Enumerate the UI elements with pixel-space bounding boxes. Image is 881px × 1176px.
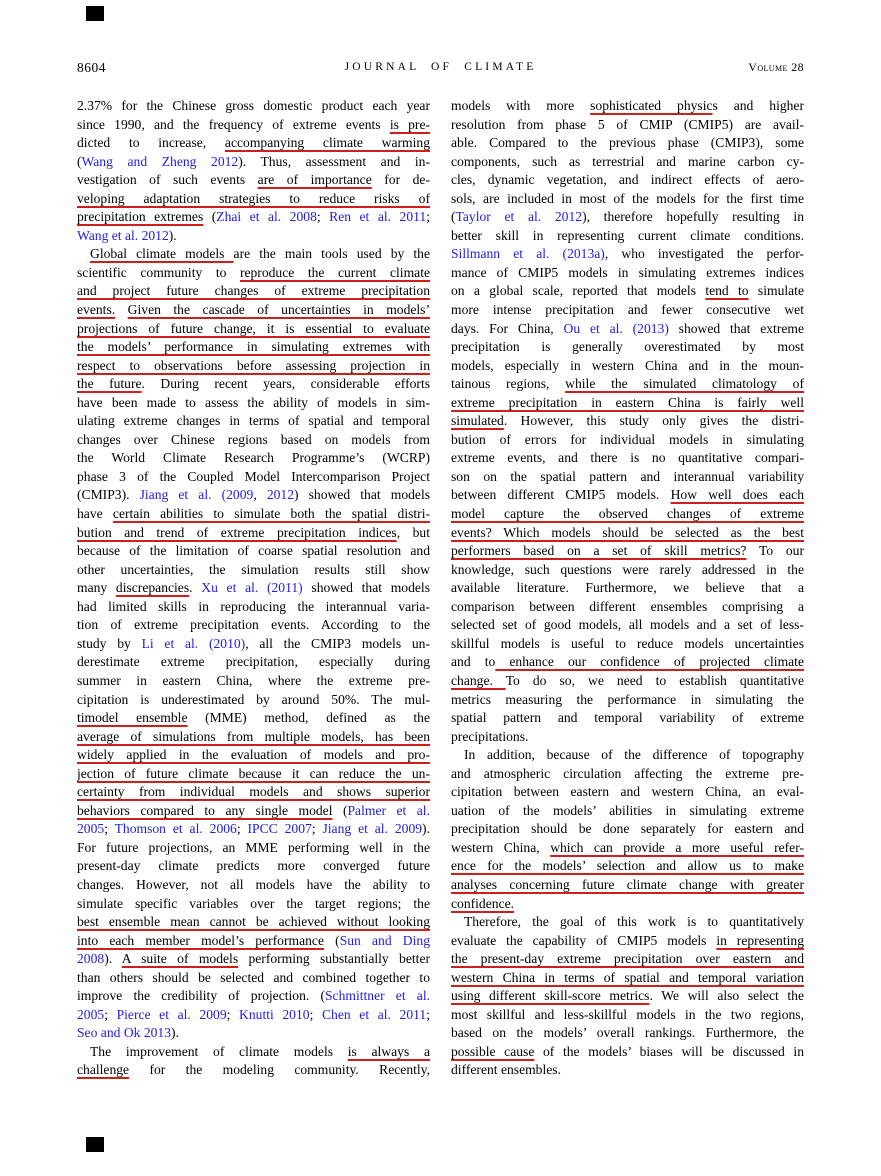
underlined-phrase: confidence. [451, 895, 515, 911]
text-run: phase 3 of the Coupled Model Intercomparison Project [77, 468, 430, 484]
text-run: sols, are included in most of the models for the first time [451, 190, 804, 206]
text-run: precipitation is generally overestimated by most [451, 339, 804, 355]
citation-link[interactable]: Li et al. (2010) [141, 635, 246, 651]
text-run: s and higher [712, 98, 804, 113]
underlined-phrase: and project future changes of extreme precipitation [77, 283, 430, 299]
underlined-phrase: analyses concerning future climate change with greater [451, 876, 804, 892]
text-line [77, 895, 430, 914]
text-run: knowledge, such questions were rarely addressed in the [451, 561, 804, 577]
text-run: , but [396, 524, 430, 540]
text-run: on a global scale, reported that models [451, 283, 706, 299]
text-run: To our [746, 543, 804, 559]
text-run: ). [422, 821, 430, 837]
text-run: cipitation is underestimated by around 50%. The mul- [77, 691, 430, 707]
text-line [451, 524, 804, 543]
underlined-phrase: simulated [451, 413, 504, 429]
citation-link[interactable]: Wang and Zheng 2012 [81, 153, 239, 169]
underlined-phrase: timodel ensemble [77, 710, 188, 726]
text-run: different ensembles. [451, 1062, 561, 1078]
underlined-phrase: respect to observations before assessing projection in [77, 357, 430, 373]
text-run: showed that models [302, 580, 430, 596]
text-run: study by [77, 635, 142, 651]
text-run: ; [311, 821, 323, 837]
text-line [451, 227, 804, 246]
text-line [77, 913, 430, 932]
text-run: improve the credibility of projection. ( [77, 988, 325, 1004]
citation-link[interactable]: 2008 [77, 951, 105, 967]
text-run: (CMIP3). [77, 487, 140, 503]
text-line [77, 171, 430, 190]
underlined-phrase: veloping adaptation strategies to reduce risks of [77, 190, 430, 206]
text-line [451, 616, 804, 635]
text-line [77, 579, 430, 598]
text-run: had limited skills in reproducing the interannual varia- [77, 598, 430, 614]
text-line [451, 171, 804, 190]
text-run: For future projections, an MME performing well in the [77, 839, 430, 855]
text-line [77, 802, 430, 821]
text-line [451, 412, 804, 431]
text-run: metrics measuring the performance in simulating the [451, 691, 804, 707]
citation-link[interactable]: Palmer et al. [347, 802, 430, 818]
text-run: Therefore, the goal of this work is to quantitatively [464, 914, 804, 930]
text-line [451, 691, 804, 710]
text-line [77, 208, 430, 227]
text-line [451, 375, 804, 394]
text-line [451, 579, 804, 598]
underlined-phrase: change. [451, 672, 506, 688]
page-number: 8604 [77, 60, 106, 75]
text-run: have [77, 506, 113, 522]
underlined-phrase: in representing [716, 932, 804, 948]
text-line [77, 765, 430, 784]
text-line [451, 987, 804, 1006]
text-line [451, 1043, 804, 1062]
text-line [451, 672, 804, 691]
citation-link[interactable]: Ou et al. (2013) [563, 320, 669, 336]
underlined-phrase: Global climate models [90, 246, 234, 262]
text-run: ; [104, 1006, 117, 1022]
text-run: performing substantially better [238, 951, 430, 967]
underlined-phrase: best ensemble mean cannot be achieved without looking [77, 914, 430, 930]
text-run: more intense precipitation and fewer consecutive wet [451, 302, 804, 318]
text-run: ( [332, 802, 348, 818]
text-line [77, 245, 430, 264]
text-line [451, 486, 804, 505]
text-run: since 1990, and the frequency of extreme events [77, 116, 390, 132]
citation-link[interactable]: Thomson et al. 2006 [114, 821, 237, 837]
text-line [77, 653, 430, 672]
text-line [451, 969, 804, 988]
text-line [451, 116, 804, 135]
text-run: spatial pattern and temporal variability of extreme [451, 710, 804, 726]
citation-link[interactable]: Wang et al. 2012 [77, 227, 169, 243]
text-run: (MME) method, defined as the [187, 710, 430, 726]
text-run: most skillful and less-skillful models in the two regions, [451, 1006, 804, 1022]
text-run: for the modeling community. Recently, [129, 1062, 430, 1078]
text-line [451, 468, 804, 487]
underlined-phrase: events? Which models should be selected as the best [451, 524, 804, 540]
citation-link[interactable]: 2005 [77, 1006, 105, 1022]
underlined-phrase: the present-day extreme precipitation over eastern and [451, 951, 804, 967]
text-line [451, 394, 804, 413]
text-run: cipitation between eastern and western China, an eval- [451, 784, 804, 800]
citation-link[interactable]: Chen et al. 2011 [321, 1006, 427, 1022]
text-run: of the models’ biases will be discussed in [534, 1043, 804, 1059]
text-run: ulating extreme changes in terms of spatial and temporal [77, 413, 430, 429]
text-run: bution of errors for individual models in simulating [451, 431, 804, 447]
text-run: for de- [371, 172, 430, 188]
underlined-phrase: precipitation extremes [77, 209, 204, 225]
text-run: ; [104, 821, 115, 837]
citation-link[interactable]: Zhai et al. 2008 [216, 209, 317, 225]
text-line [451, 505, 804, 524]
text-run: available literature. Furthermore, we believe that a [451, 580, 804, 596]
underlined-phrase: widely applied in the evaluation of models and pro- [77, 747, 430, 763]
text-line [77, 635, 430, 654]
underlined-phrase: reproduce the current climate [239, 264, 430, 280]
text-run: scientific community to [77, 264, 240, 280]
page-header [77, 60, 804, 78]
text-run: comparison between different ensembles comprising a [451, 598, 804, 614]
text-line [77, 1024, 430, 1043]
right-column [451, 97, 804, 1080]
text-line [451, 208, 804, 227]
text-line [77, 97, 430, 116]
citation-link[interactable]: Seo and Ok 2013 [77, 1025, 172, 1041]
citation-link[interactable]: 2005 [77, 821, 105, 837]
text-run: son on the spatial pattern and interannual variability [451, 468, 804, 484]
text-line [77, 320, 430, 339]
text-line [451, 857, 804, 876]
text-line [451, 357, 804, 376]
text-run: In addition, because of the difference of topography [464, 747, 804, 763]
journal-title: JOURNAL OF CLIMATE [344, 61, 537, 73]
printer-registration-mark-top-left [86, 6, 104, 21]
underlined-phrase: A suite of models [121, 951, 239, 967]
text-run: simulate specific variables over the target regions; the [77, 895, 430, 911]
text-run: ( [203, 209, 217, 225]
text-run: ( [77, 153, 82, 169]
underlined-phrase: discrepancies [115, 580, 190, 596]
text-run: days. For China, [451, 320, 564, 336]
text-run: ; [426, 209, 430, 225]
text-run: changes. However, not all models have the ability to [77, 876, 430, 892]
text-run: uation of the models’ abilities in simulating extreme [451, 802, 804, 818]
text-line [77, 1061, 430, 1080]
text-line [451, 542, 804, 561]
underlined-phrase: enhance our confidence of projected climate [495, 654, 804, 670]
text-line [451, 635, 804, 654]
text-line [77, 357, 430, 376]
text-line [451, 913, 804, 932]
text-line [77, 505, 430, 524]
underlined-phrase: ence for the models’ selection and allow us to make [451, 858, 804, 874]
underlined-phrase: possible cause [451, 1043, 535, 1059]
text-run: components, such as terrestrial and marine carbon cy- [451, 153, 804, 169]
text-line [77, 449, 430, 468]
underlined-phrase: average of simulations from multiple models, has been [77, 728, 430, 744]
citation-link[interactable]: Sun and Ding [339, 932, 430, 948]
text-line [77, 375, 430, 394]
underlined-phrase: certain abilities to simulate both the spatial distri- [112, 506, 430, 522]
text-line [451, 282, 804, 301]
text-run: ; [426, 1006, 430, 1022]
text-run: skillful models is useful to reduce models uncertainties [451, 635, 804, 651]
text-line [451, 449, 804, 468]
text-line [451, 190, 804, 209]
underlined-phrase: the models’ performance in simulating extremes with [77, 339, 430, 355]
text-line [77, 839, 430, 858]
text-line [77, 412, 430, 431]
text-line [77, 227, 430, 246]
text-run: ( [323, 932, 340, 948]
text-line [77, 431, 430, 450]
text-run: selected set of good models, all models and a set of less- [451, 617, 804, 633]
text-run: other uncertainties, the simulation results still show [77, 561, 430, 577]
text-run: To do so, we need to establish quantitative [505, 672, 804, 688]
text-run: cles, dynamic vegetation, and indirect effects of aero- [451, 172, 804, 188]
text-line [77, 264, 430, 283]
citation-link[interactable]: Pierce et al. 2009 [116, 1006, 227, 1022]
text-line [77, 987, 430, 1006]
text-run: showed that extreme [668, 320, 804, 336]
text-line [451, 1061, 804, 1080]
underlined-phrase: is always a [347, 1043, 430, 1059]
underlined-phrase: How well does each [670, 487, 804, 503]
text-run: summer in eastern China, where the extreme pre- [77, 672, 430, 688]
text-line [77, 301, 430, 320]
text-line [451, 598, 804, 617]
text-run: ), therefore hopefully resulting in [582, 209, 804, 225]
text-line [77, 134, 430, 153]
text-run: resolution from phase 5 of CMIP (CMIP5) are avail- [451, 116, 804, 132]
underlined-phrase: certainty from individual models and shows superior [77, 784, 430, 800]
underlined-phrase: the future [77, 376, 142, 392]
text-line [77, 672, 430, 691]
text-line [77, 857, 430, 876]
citation-link[interactable]: Schmittner et al. [324, 988, 430, 1004]
text-run: present-day climate predicts more converged future [77, 858, 430, 874]
underlined-phrase: tend to [705, 283, 749, 299]
underlined-phrase: performers based on a set of skill metrics? [451, 543, 747, 559]
text-run: ; [316, 209, 330, 225]
underlined-phrase: is pre- [389, 116, 430, 132]
text-line [451, 134, 804, 153]
text-line [77, 598, 430, 617]
text-run: are the main tools used by the [233, 246, 430, 262]
text-line [451, 765, 804, 784]
text-run: ; [236, 821, 248, 837]
text-run: tion of extreme precipitation events. According to the [77, 617, 430, 633]
underlined-phrase: into each member model’s performance [77, 932, 324, 948]
text-run: ). [171, 1025, 179, 1041]
text-line [451, 1006, 804, 1025]
underlined-phrase: bution and trend of extreme precipitation indices [77, 524, 397, 540]
text-run: models with more [451, 98, 591, 113]
text-line [77, 1006, 430, 1025]
text-run: than others should be selected and combined together to [77, 969, 430, 985]
text-run: because of the limitation of coarse spatial resolution and [77, 543, 430, 559]
text-run: many [77, 580, 116, 596]
text-run: ). [168, 227, 177, 243]
text-line [451, 876, 804, 895]
citation-link[interactable]: 2012 [266, 487, 295, 503]
text-run: based on the models’ overall rankings. Furthermore, the [451, 1025, 804, 1041]
printer-registration-mark-bottom-left [86, 1137, 104, 1152]
text-line [451, 746, 804, 765]
underlined-phrase: jection of future climate because it can reduce the un- [77, 765, 430, 781]
underlined-phrase: extreme precipitation in eastern China is fairly well [451, 394, 804, 410]
text-run: ). Thus, assessment and in- [238, 153, 430, 169]
text-run: the World Climate Research Programme’s (WCRP) [77, 450, 430, 466]
text-line [451, 97, 804, 116]
text-run: better skill in representing current climate conditions. [451, 227, 804, 243]
underlined-phrase: events. [77, 302, 116, 318]
text-run: 2.37% for the Chinese gross domestic product each year [77, 98, 430, 113]
text-run: ). [104, 951, 122, 967]
underlined-phrase: which can provide a more useful refer- [550, 839, 804, 855]
text-line [77, 932, 430, 951]
text-line [451, 264, 804, 283]
text-run [115, 302, 128, 317]
text-run: between different CMIP5 models. [451, 487, 671, 503]
text-line [77, 338, 430, 357]
text-line [77, 153, 430, 172]
citation-link[interactable]: Taylor et al. 2012 [455, 209, 583, 225]
text-line [77, 116, 430, 135]
text-run: and atmospheric circulation affecting the extreme pre- [451, 765, 804, 781]
text-run: . During recent years, considerable efforts [141, 376, 430, 392]
citation-link[interactable]: Ren et al. 2011 [329, 209, 427, 225]
text-line [451, 301, 804, 320]
underlined-phrase: model capture the observed changes of extreme [451, 506, 804, 522]
text-line [451, 1024, 804, 1043]
text-run: ( [451, 209, 456, 225]
text-line [77, 820, 430, 839]
text-run: , [253, 487, 267, 503]
text-line [451, 839, 804, 858]
text-line [451, 950, 804, 969]
underlined-phrase: sophisticated physic [590, 98, 713, 113]
text-line [451, 320, 804, 339]
text-line [451, 728, 804, 747]
underlined-phrase: accompanying climate warming [224, 135, 430, 151]
text-line [77, 783, 430, 802]
text-line [451, 783, 804, 802]
text-line [451, 245, 804, 264]
text-line [77, 190, 430, 209]
text-run: simulate [748, 283, 804, 299]
text-line [77, 468, 430, 487]
text-line [77, 394, 430, 413]
text-run: tainous regions, [451, 376, 566, 392]
text-line [77, 542, 430, 561]
text-run: extreme events, and there is no quantitative compari- [451, 450, 804, 466]
text-run: precipitations. [451, 728, 529, 744]
text-run: . [189, 580, 202, 596]
text-run: ; [309, 1006, 322, 1022]
text-line [77, 616, 430, 635]
text-line [77, 486, 430, 505]
text-line [77, 950, 430, 969]
text-line [77, 746, 430, 765]
text-line [451, 895, 804, 914]
underlined-phrase: behaviors compared to any single model [77, 802, 333, 818]
text-line [77, 691, 430, 710]
text-run: changes over Chinese regions based on models from [77, 431, 430, 447]
text-line [451, 431, 804, 450]
text-line [451, 561, 804, 580]
text-line [451, 820, 804, 839]
citation-link[interactable]: Jiang et al. 2009 [322, 821, 423, 837]
text-run: The improvement of climate models [90, 1043, 348, 1059]
text-line [451, 338, 804, 357]
text-run: have been made to assess the ability of models in sim- [77, 394, 430, 410]
text-line [451, 653, 804, 672]
text-run: models, especially in western China and in the moun- [451, 357, 804, 373]
text-line [451, 802, 804, 821]
underlined-phrase: challenge [77, 1062, 130, 1078]
text-run: dicted to increase, [77, 135, 225, 151]
left-column [77, 97, 430, 1080]
underlined-phrase: using different skill-score metrics [451, 988, 650, 1004]
text-run: ; [226, 1006, 240, 1022]
volume-label: Volume 28 [748, 60, 804, 74]
underlined-phrase: while the simulated climatology of [565, 376, 804, 392]
text-line [451, 709, 804, 728]
underlined-phrase: projections of future change, it is essential to evaluate [77, 320, 430, 336]
text-run: vestigation of such events [77, 172, 258, 188]
text-line [77, 1043, 430, 1062]
text-run: western China, [451, 839, 551, 855]
text-run: able. Compared to the previous phase (CMIP3), some [451, 135, 804, 151]
text-line [77, 524, 430, 543]
citation-link[interactable]: Jiang et al. (2009 [139, 487, 254, 503]
text-line [77, 876, 430, 895]
citation-link[interactable]: IPCC 2007 [247, 821, 312, 837]
text-run: , all the CMIP3 models un- [245, 635, 430, 651]
citation-link[interactable]: Sillmann et al. (2013a) [451, 246, 605, 262]
text-run: mance of CMIP5 models in simulating extremes indices [451, 264, 804, 280]
text-run: , who investigated the perfor- [604, 246, 804, 262]
text-run: and to [451, 654, 496, 670]
underlined-phrase: Given the cascade of uncertainties in models’ [127, 302, 430, 318]
text-line [451, 932, 804, 951]
text-run: evaluate the capability of CMIP5 models [451, 932, 717, 948]
text-run: . However, this study only gives the distri- [503, 413, 804, 429]
text-line [77, 709, 430, 728]
text-run: ) showed that models [294, 487, 430, 503]
text-run: derestimate extreme precipitation, especially during [77, 654, 430, 670]
underlined-phrase: are of importance [257, 172, 372, 188]
text-line [77, 561, 430, 580]
text-line [77, 728, 430, 747]
text-line [77, 282, 430, 301]
text-line [451, 153, 804, 172]
text-run: precipitation should be done separately for eastern and [451, 821, 804, 837]
citation-link[interactable]: Xu et al. (2011) [201, 580, 303, 596]
text-line [77, 969, 430, 988]
text-run: . We will also select the [649, 988, 804, 1004]
citation-link[interactable]: Knutti 2010 [239, 1006, 310, 1022]
underlined-phrase: western China in terms of spatial and temporal variation [451, 969, 804, 985]
